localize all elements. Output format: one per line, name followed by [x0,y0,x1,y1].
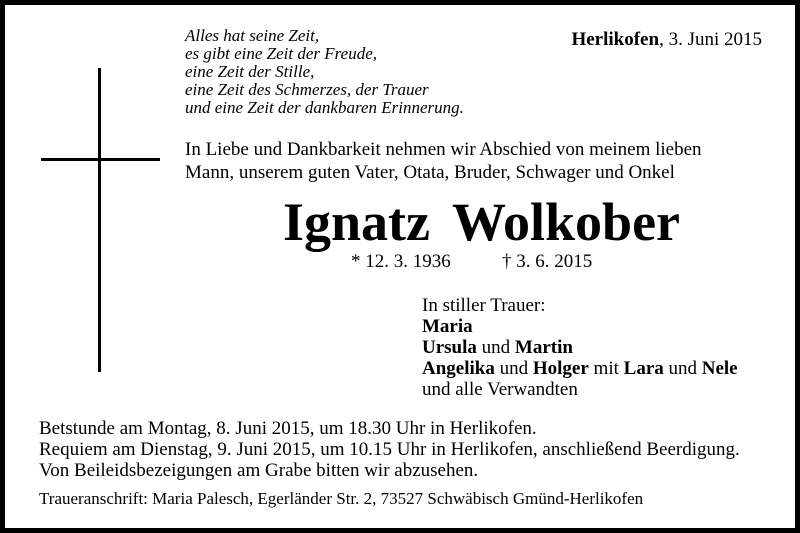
mourner-name: Holger [532,358,589,379]
last-name: Wolkober [452,192,681,252]
poem [185,27,464,117]
mourner-name: Angelika [422,358,495,379]
first-name: Ignatz [283,192,430,252]
event-line: Requiem am Dienstag, 9. Juni 2015, um 10.15 Uhr in Herlikofen, anschließend Beerdigung. [39,439,740,460]
mourner-name: Martin [514,337,573,358]
poem-line: und eine Zeit der dankbaren Erinnerung. [185,98,464,117]
place-date [571,29,762,51]
mourner-line [422,337,738,358]
events [39,418,740,481]
cross-icon-horizontal [41,158,160,161]
mourners-closing: und alle Verwandten [422,379,578,400]
joiner: und [476,337,515,358]
mourner-name: Ursula [422,337,477,358]
intro-line: Mann, unserem guten Vater, Otata, Bruder, Schwager und Onkel [185,162,675,183]
event-line: Betstunde am Montag, 8. Juni 2015, um 18.30 Uhr in Herlikofen. [39,418,537,439]
poem-line: eine Zeit der Stille, [185,62,315,81]
poem-line: es gibt eine Zeit der Freude, [185,44,377,63]
mourner-name: Lara [623,358,664,379]
date: , 3. Juni 2015 [659,29,762,50]
cross-icon-vertical [98,68,101,372]
mourner-name: Nele [701,358,738,379]
joiner: und [663,358,702,379]
place: Herlikofen [571,29,660,50]
joiner: und [494,358,533,379]
intro-line: In Liebe und Dankbarkeit nehmen wir Abschied von meinem lieben [185,139,702,160]
mourner-line [422,316,738,337]
mourners [422,295,738,400]
intro-text [185,138,702,184]
birth-date: * 12. 3. 1936 [351,251,451,272]
poem-line: eine Zeit des Schmerzes, der Trauer [185,80,429,99]
poem-line: Alles hat seine Zeit, [185,26,320,45]
death-date: † 3. 6. 2015 [502,251,593,272]
mourner-line [422,358,738,379]
mourners-heading: In stiller Trauer: [422,295,546,316]
mourning-address: Traueranschrift: Maria Palesch, Egerländer Str. 2, 73527 Schwäbisch Gmünd-Herlikofen [39,489,644,508]
event-line: Von Beileidsbezeigungen am Grabe bitten wir abzusehen. [39,460,479,481]
joiner: mit [588,358,624,379]
mourner-name: Maria [422,316,473,337]
deceased-name [283,191,680,253]
